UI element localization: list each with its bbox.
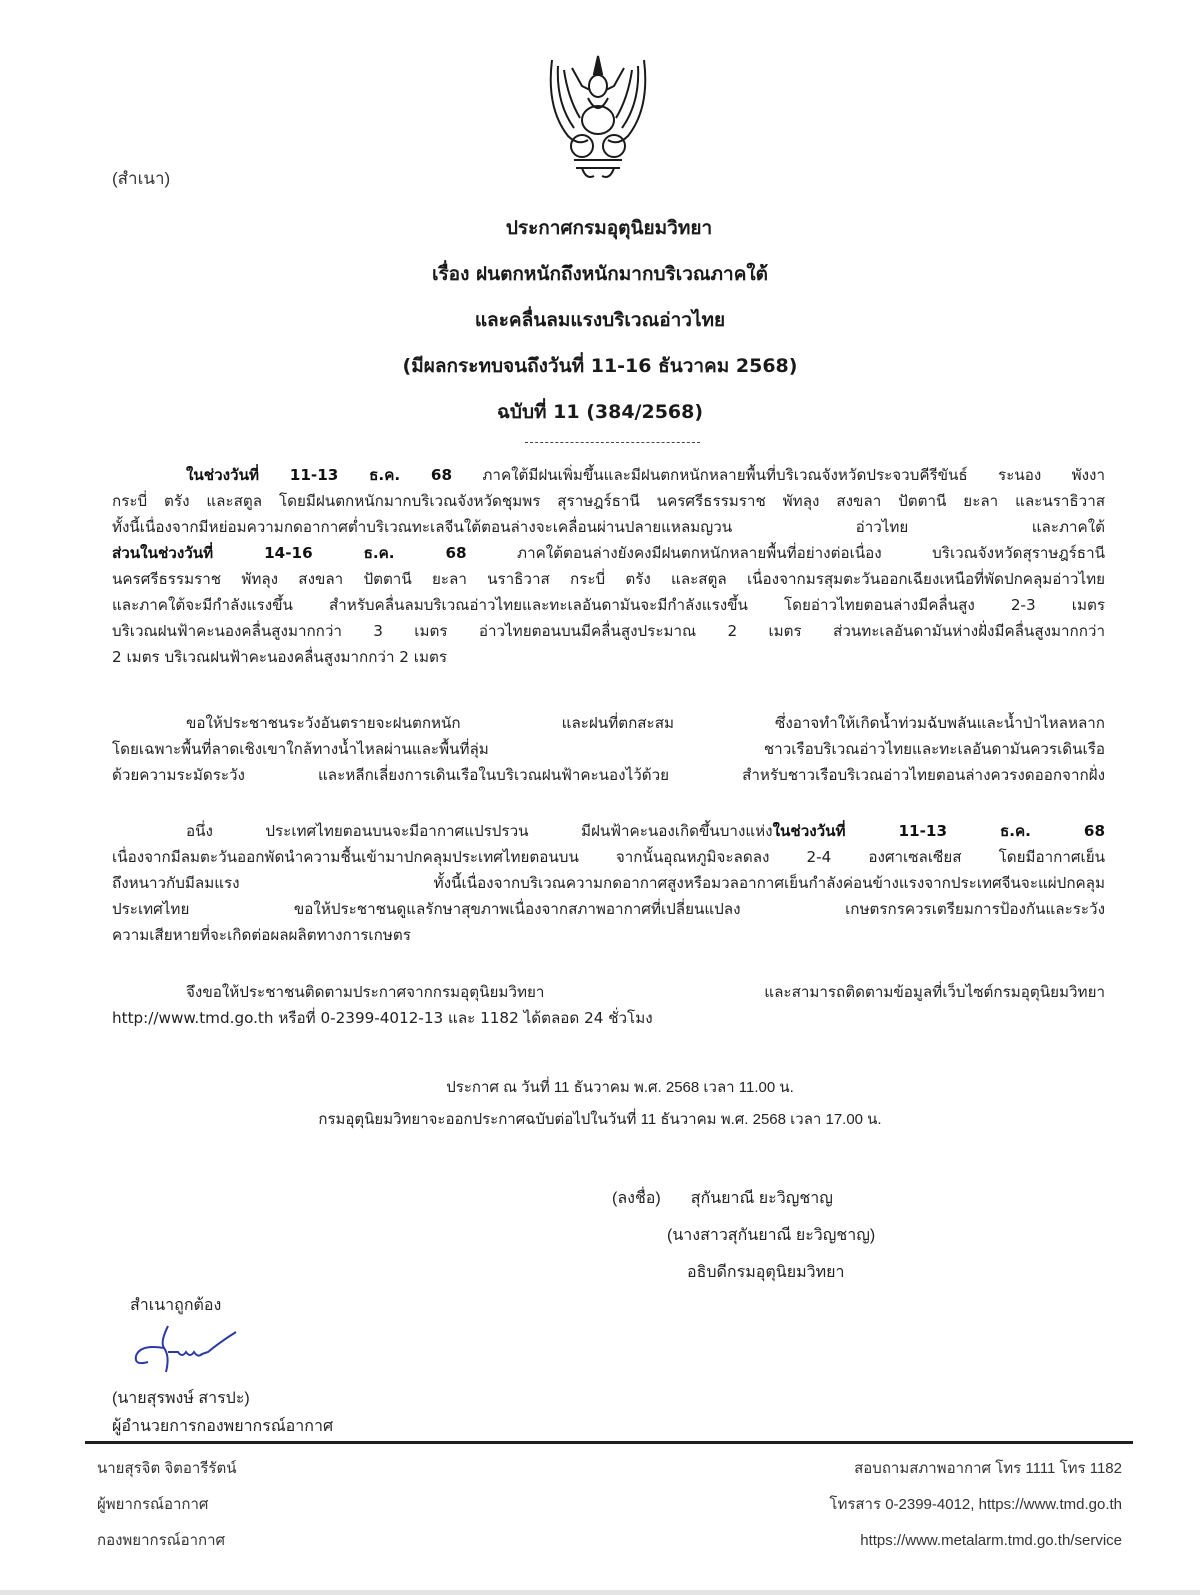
certifier-position: ผู้อำนวยการกองพยากรณ์อากาศ [112, 1418, 334, 1435]
paragraph-warning [112, 710, 1105, 788]
certifier-name: (นายสุรพงษ์ สารปะ) [112, 1390, 250, 1407]
next-issue-notice: กรมอุตุนิยมวิทยาจะออกประกาศฉบับต่อไปในวันที่ 11 ธันวาคม พ.ศ. 2568 เวลา 17.00 น. [318, 1111, 882, 1128]
text-line: ถึงหนาวกับมีลมแรง ทั้งนี้เนื่องจากบริเวณความกดอากาศสูงหรือมวลอากาศเย็นกำลังค่อนข้างแรงจากประเทศจีนจะแผ่ปกคลุม [112, 874, 1105, 892]
contact-line: http://www.tmd.go.th หรือที่ 0-2399-4012-13 และ 1182 ได้ตลอด 24 ชั่วโมง [112, 1009, 653, 1027]
text-line: กระบี่ ตรัง และสตูล โดยมีฝนตกหนักมากบริเวณจังหวัดชุมพร สุราษฎร์ธานี นครศรีธรรมราช พัทลุง สงขลา ปัตตานี ยะลา และนราธิวาส [112, 492, 1105, 510]
title-separator [525, 442, 700, 443]
text-line: และภาคใต้จะมีกำลังแรงขึ้น สำหรับคลื่นลมบริเวณอ่าวไทยและทะเลอันดามันจะมีกำลังแรงขึ้น โดยอ่าวไทยตอนล่างมีคลื่นสูง 2-3 เมตร [112, 596, 1105, 614]
text-line: เนื่องจากมีลมตะวันออกพัดนำความชื้นเข้ามาปกคลุมประเทศไทยตอนบน จากนั้นอุณหภูมิจะลดลง 2-4 องศาเซลเซียส โดยมีอากาศเย็น [112, 848, 1105, 866]
certifier-block [112, 1385, 333, 1441]
footer-author [97, 1455, 236, 1563]
text-line: ภาคใต้มีฝนเพิ่มขึ้นและมีฝนตกหนักหลายพื้นที่บริเวณจังหวัดประจวบคีรีขันธ์ ระนอง พังงา [452, 466, 1105, 484]
author-name: นายสุรจิต จิตอารีรัตน์ [97, 1460, 237, 1477]
announcement-date: ประกาศ ณ วันที่ 11 ธันวาคม พ.ศ. 2568 เวลา 11.00 น. [446, 1079, 794, 1096]
metalarm-link[interactable]: https://www.metalarm.tmd.go.th/service [860, 1532, 1122, 1549]
text-line: ประเทศไทย ขอให้ประชาชนดูแลรักษาสุขภาพเนื่องจากสภาพอากาศที่เปลี่ยนแปลง เกษตรกรควรเตรียมการป้องกันและระวัง [112, 900, 1105, 918]
garuda-emblem-icon [538, 48, 658, 183]
signatory-full-name: (นางสาวสุกันยาณี ยะวิญชาญ) [667, 1227, 876, 1244]
date-range-highlight: ในช่วงวันที่ 11-13 ธ.ค. 68 [772, 822, 1105, 840]
text-line: 2 เมตร บริเวณฝนฟ้าคะนองคลื่นสูงมากกว่า 2 เมตร [112, 648, 448, 666]
certified-copy-label: สำเนาถูกต้อง [130, 1297, 222, 1314]
page-bottom-edge [0, 1590, 1200, 1595]
title-subject: เรื่อง ฝนตกหนักถึงหนักมากบริเวณภาคใต้ [431, 263, 769, 285]
signed-label: (ลงชื่อ) [612, 1190, 661, 1207]
text-line: ภาคใต้ตอนล่างยังคงมีฝนตกหนักหลายพื้นที่อย่างต่อเนื่อง บริเวณจังหวัดสุราษฎร์ธานี [466, 544, 1105, 562]
date-range-highlight: ในช่วงวันที่ 11-13 ธ.ค. 68 [186, 466, 453, 484]
author-division: กองพยากรณ์อากาศ [97, 1532, 226, 1549]
paragraph-forecast-south [112, 462, 1105, 670]
handwritten-signature-icon [130, 1322, 240, 1380]
copy-tag: (สำเนา) [112, 169, 171, 188]
title-issue-number: ฉบับที่ 11 (384/2568) [496, 401, 704, 423]
text-line: ด้วยความระมัดระวัง และหลีกเลี่ยงการเดินเรือในบริเวณฝนฟ้าคะนองไว้ด้วย สำหรับชาวเรือบริเวณอ่าวไทยตอนล่างควรงดออกจากฝั่ง [112, 766, 1105, 784]
text-line: นครศรีธรรมราช พัทลุง สงขลา ปัตตานี ยะลา นราธิวาส กระบี่ ตรัง และสตูล เนื่องจากมรสุมตะวันออกเฉียงเหนือที่พัดปกคลุมอ่าวไทย [112, 570, 1105, 588]
footer-divider [85, 1441, 1133, 1444]
author-role: ผู้พยากรณ์อากาศ [97, 1496, 209, 1513]
text-line: ทั้งนี้เนื่องจากมีหย่อมความกดอากาศต่ำบริเวณทะเลจีนใต้ตอนล่างจะเคลื่อนผ่านปลายแหลมญวน อ่าวไทย และภาคใต้ [112, 518, 1105, 536]
text-line: บริเวณฝนฟ้าคะนองคลื่นสูงมากกว่า 3 เมตร อ่าวไทยตอนบนมีคลื่นสูงประมาณ 2 เมตร ส่วนทะเลอันดามันห่างฝั่งมีคลื่นสูงมากกว่า [112, 622, 1105, 640]
paragraph-upper-thailand [112, 818, 1105, 948]
date-range-highlight: ส่วนในช่วงวันที่ 14-16 ธ.ค. 68 [112, 544, 467, 562]
announcement-title [0, 205, 1200, 435]
text-line: จึงขอให้ประชาชนติดตามประกาศจากกรมอุตุนิยมวิทยา และสามารถติดตามข้อมูลที่เว็บไซต์กรมอุตุนิยมวิทยา [186, 983, 1105, 1001]
weather-hotline: สอบถามสภาพอากาศ โทร 1111 โทร 1182 [854, 1460, 1122, 1477]
signed-name: สุกันยาณี ยะวิญชาญ [690, 1190, 833, 1207]
signatory-block [612, 1180, 875, 1291]
title-subject-cont: และคลื่นลมแรงบริเวณอ่าวไทย [474, 309, 726, 331]
paragraph-follow-up [112, 979, 1105, 1031]
title-effective-dates: (มีผลกระทบจนถึงวันที่ 11-16 ธันวาคม 2568) [402, 355, 798, 377]
text-line: ขอให้ประชาชนระวังอันตรายจะฝนตกหนัก และฝนที่ตกสะสม ซึ่งอาจทำให้เกิดน้ำท่วมฉับพลันและน้ำป่าไหลหลาก [186, 714, 1105, 732]
text-line: อนึ่ง ประเทศไทยตอนบนจะมีอากาศแปรปรวน มีฝนฟ้าคะนองเกิดขึ้นบางแห่ง [186, 822, 773, 840]
title-agency: ประกาศกรมอุตุนิยมวิทยา [505, 217, 713, 239]
footer-contacts [829, 1455, 1122, 1563]
text-line: โดยเฉพาะพื้นที่ลาดเชิงเขาใกล้ทางน้ำไหลผ่านและพื้นที่ลุ่ม ชาวเรือบริเวณอ่าวไทยและทะเลอันดามันควรเดินเรือ [112, 740, 1105, 758]
signatory-position: อธิบดีกรมอุตุนิยมวิทยา [687, 1264, 845, 1281]
fax-website: โทรสาร 0-2399-4012, https://www.tmd.go.th [829, 1496, 1122, 1513]
text-line: ความเสียหายที่จะเกิดต่อผลผลิตทางการเกษตร [112, 926, 411, 944]
